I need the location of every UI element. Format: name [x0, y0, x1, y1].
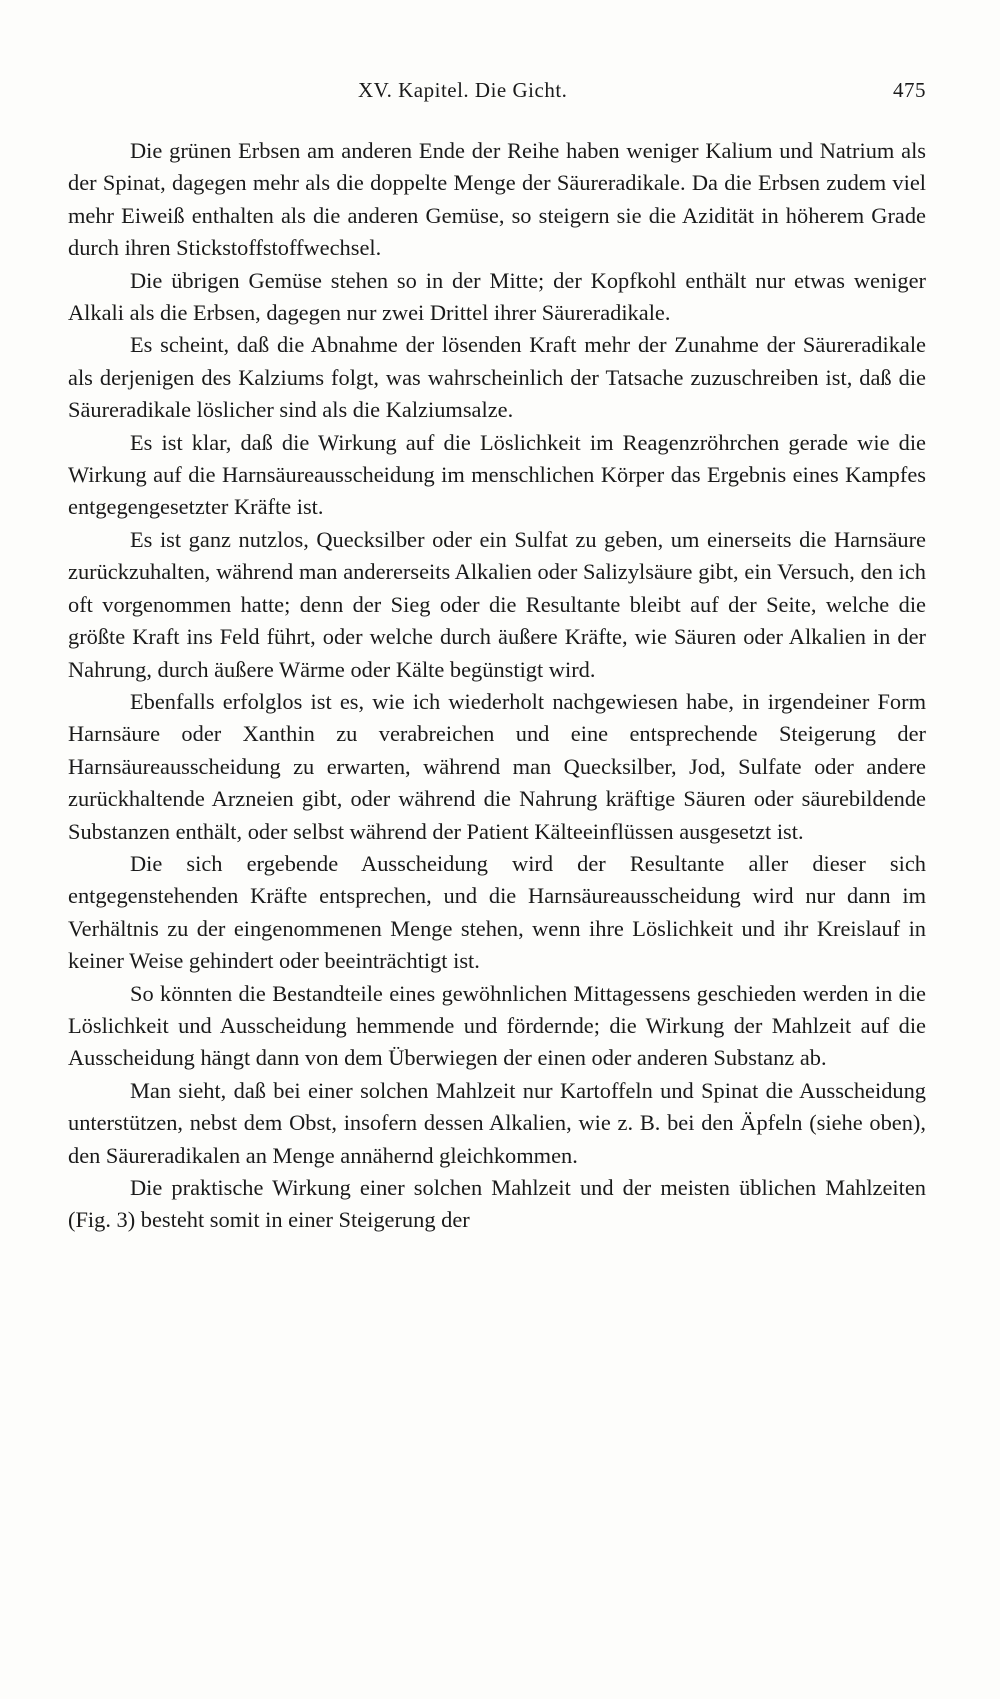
paragraph: Es ist klar, daß die Wirkung auf die Löslichkeit im Reagenzröhrchen gerade wie die Wirkung auf die Harnsäureausscheidung im menschlichen Körper das Ergebnis eines Kampfes entgegengesetzter Kräfte ist.	[68, 429, 926, 520]
paragraph: Die übrigen Gemüse stehen so in der Mitte; der Kopfkohl enthält nur etwas weniger Alkali als die Erbsen, dagegen nur zwei Drittel ihrer Säureradikale.	[68, 267, 926, 326]
paragraph: Die sich ergebende Ausscheidung wird der Resultante aller dieser sich entgegenstehenden Kräfte entsprechen, und die Harnsäureausscheidung wird nur dann im Verhältnis zu der eingenommenen Menge stehen, wenn ihre Löslichkeit und ihr Kreislauf in keiner Weise gehindert oder beeinträchtigt ist.	[68, 850, 926, 974]
paragraph: Man sieht, daß bei einer solchen Mahlzeit nur Kartoffeln und Spinat die Ausscheidung unterstützen, nebst dem Obst, insofern dessen Alkalien, wie z. B. bei den Äpfeln (siehe oben), den Säureradikalen an Menge annähernd gleichkommen.	[68, 1077, 926, 1168]
body-text	[68, 135, 926, 1237]
running-head	[68, 78, 926, 112]
paragraph: Es ist ganz nutzlos, Quecksilber oder ein Sulfat zu geben, um einerseits die Harnsäure zurückzuhalten, während man andererseits Alkalien oder Salizylsäure gibt, ein Versuch, den ich oft vorgenommen hatte; denn der Sieg oder die Resultante bleibt auf der Seite, welche die größte Kraft ins Feld führt, oder welche durch äußere Kräfte, wie Säuren oder Alkalien in der Nahrung, durch äußere Wärme oder Kälte begünstigt wird.	[68, 526, 926, 682]
paragraph: So könnten die Bestandteile eines gewöhnlichen Mittagessens geschieden werden in die Löslichkeit und Ausscheidung hemmende und fördernde; die Wirkung der Mahlzeit auf die Ausscheidung hängt dann von dem Überwiegen der einen oder anderen Substanz ab.	[68, 980, 926, 1071]
page-number: 475	[893, 78, 926, 102]
paragraph: Die praktische Wirkung einer solchen Mahlzeit und der meisten üblichen Mahlzeiten (Fig. 3) besteht somit in einer Steigerung der	[68, 1175, 926, 1233]
paragraph: Es scheint, daß die Abnahme der lösenden Kraft mehr der Zunahme der Säureradikale als derjenigen des Kalziums folgt, was wahrscheinlich der Tatsache zuzuschreiben ist, daß die Säureradikale löslicher sind als die Kalziumsalze.	[68, 332, 926, 423]
paragraph: Ebenfalls erfolglos ist es, wie ich wiederholt nachgewiesen habe, in irgendeiner Form Harnsäure oder Xanthin zu verabreichen und eine entsprechende Steigerung der Harnsäureausscheidung zu erwarten, während man Quecksilber, Jod, Sulfate oder andere zurückhaltende Arzneien gibt, oder während die Nahrung kräftige Säuren oder säurebildende Substanzen enthält, oder selbst während der Patient Kälteeinflüssen ausgesetzt ist.	[68, 688, 926, 844]
paragraph: Die grünen Erbsen am anderen Ende der Reihe haben weniger Kalium und Natrium als der Spinat, dagegen mehr als die doppelte Menge der Säureradikale. Da die Erbsen zudem viel mehr Eiweiß enthalten als die anderen Gemüse, so steigern sie die Azidität in höherem Grade durch ihren Stickstoffstoffwechsel.	[68, 138, 926, 261]
chapter-title: XV. Kapitel. Die Gicht.	[358, 78, 568, 102]
